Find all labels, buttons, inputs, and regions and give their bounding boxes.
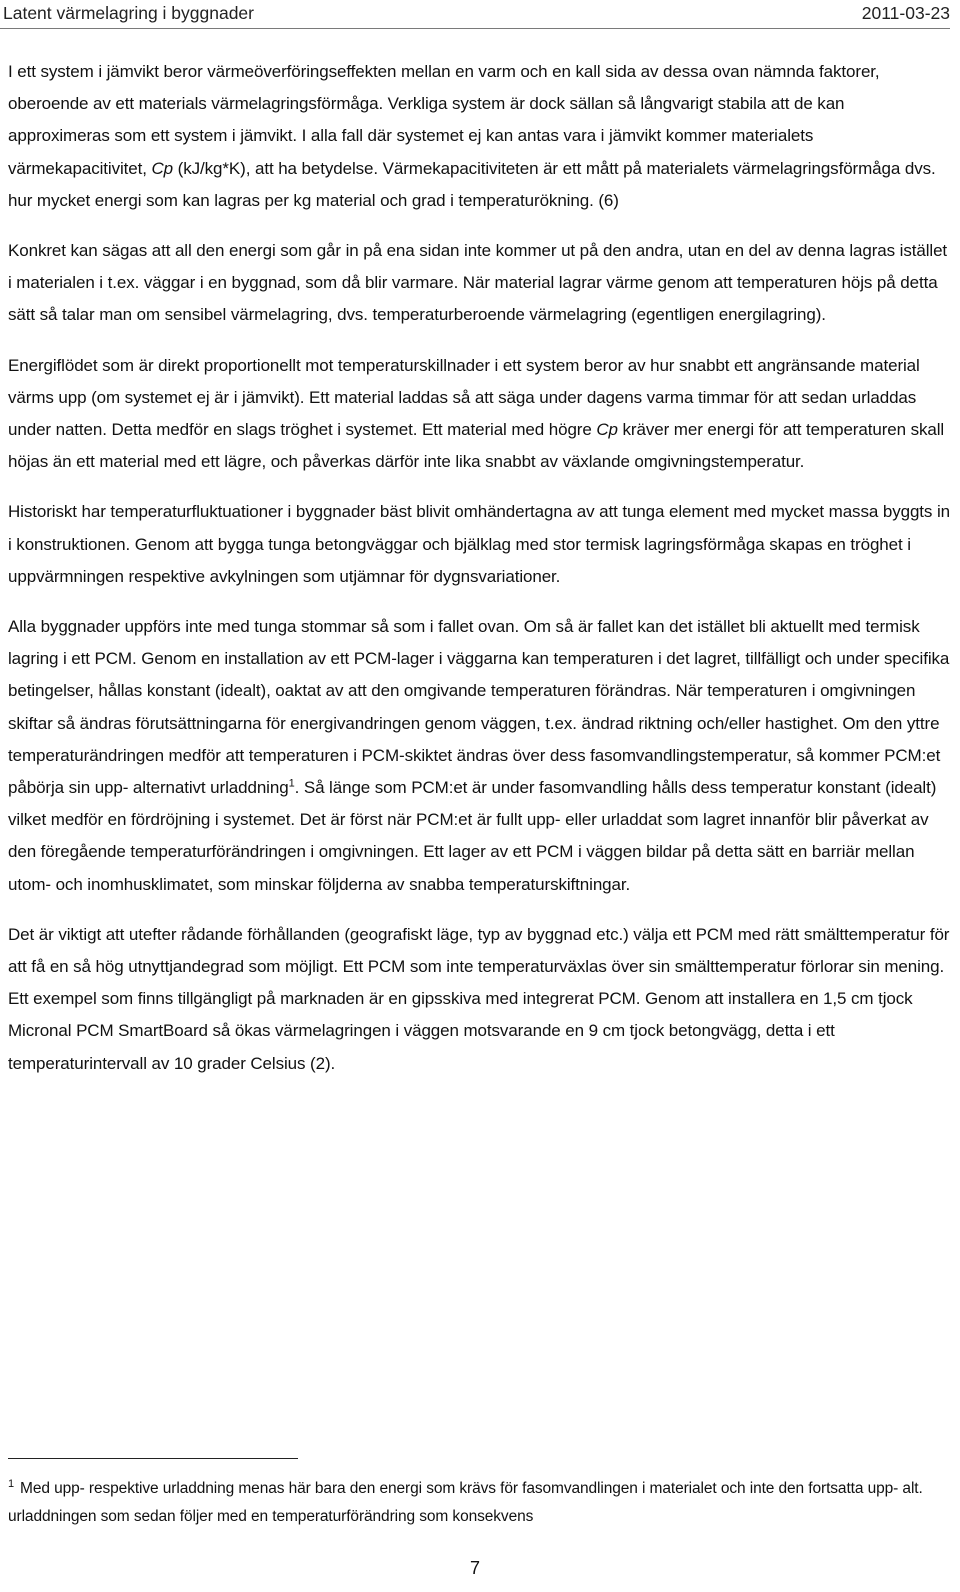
running-header (0, 0, 950, 29)
paragraph-5 (8, 611, 950, 901)
paragraph-3-text-a: Energiflödet som är direkt proportionellt mot temperaturskillnader i ett system beror av hur snabbt ett angränsande material värms upp (om systemet ej är i jämvikt). Ett material laddas så att säga under dagens varma timmar för att sedan urladdas under natten. Detta medför en slags tröghet i systemet. Ett material med högre (8, 355, 920, 440)
paragraph-4: Historiskt har temperaturfluktuationer i byggnader bäst blivit omhändertagna av att tunga element med mycket massa byggts in i konstruktionen. Genom att bygga tunga betongväggar och bjälklag med stor termisk lagringsförmåga skapas en tröghet i uppvärmningen respektive avkylningen som utjämnar för dygnsvariationer. (8, 502, 950, 586)
paragraph-6: Det är viktigt att utefter rådande förhållanden (geografiskt läge, typ av byggnad etc.) välja ett PCM med rätt smälttemperatur för att få en så hög utnyttjandegrad som möjligt. Ett PCM som inte temperaturväxlas över sin smälttemperatur förlorar sin mening. Ett exempel som finns tillgängligt på marknaden är en gipsskiva med integrerat PCM. Genom att installera en 1,5 cm tjock Micronal PCM SmartBoard så ökas värmelagringen i väggen motsvarande en 9 cm tjock betongvägg, detta i ett temperaturintervall av 10 grader Celsius (2). (8, 924, 950, 1073)
paragraph-3-text-b: kräver mer energi för att temperaturen skall höjas än ett material med ett lägre, och påverkas därför inte lika snabbt av växlande omgivningstemperatur. (8, 420, 945, 472)
page-number: 7 (469, 1558, 480, 1578)
paragraph-5-text-b: . Så länge som PCM:et är under fasomvandling hålls dess temperatur konstant (idealt) vilket medför en fördröjning i systemet. Det är först när PCM:et är fullt upp- eller urladdat som lagret innanför blir påverkat av den föregående temperaturförändringen i omgivningen. Ett lager av ett PCM i väggen bildar på detta sätt en barriär mellan utom- och inomhusklimatet, som minskar följderna av snabba temperaturskiftningar. (8, 778, 937, 894)
paragraph-1-text-a: I ett system i jämvikt beror värmeöverföringseffekten mellan en varm och en kall sida av dessa ovan nämnda faktorer, oberoende av ett materials värmelagringsförmåga. Verkliga system är dock sällan så långvarigt stabila att de kan approximeras som ett system i jämvikt. I alla fall där systemet ej kan antas vara i jämvikt kommer materialets värmekapacitivitet, (8, 62, 880, 178)
footnote-reference: 1 (288, 777, 295, 790)
paragraph-3 (8, 350, 950, 479)
cp-symbol: Cp (151, 158, 174, 178)
footnote-number: 1 (8, 1477, 15, 1490)
footnote-text: Med upp- respektive urladdning menas här bara den energi som krävs för fasomvandlingen i materialet och inte den fortsatta upp- alt. urladdningen som sedan följer med en temperaturförändring som konsekvens (8, 1480, 923, 1525)
document-date: 2011-03-23 (861, 3, 950, 23)
body-text (8, 56, 950, 1098)
footnote (8, 1475, 950, 1531)
paragraph-5-text-a: Alla byggnader uppförs inte med tunga stommar så som i fallet ovan. Om så är fallet kan det istället bli aktuellt med termisk lagring i ett PCM. Genom en installation av ett PCM-lager i väggarna kan temperaturen i det lagret, tillfälligt och under specifika betingelser, hållas konstant (idealt), oaktat av att den omgivande temperaturen förändras. När temperaturen i omgivningen skiftar så ändras förutsättningarna för energivandringen genom väggen, t.ex. ändrad riktning och/eller hastighet. Om den yttre temperaturändringen medför att temperaturen i PCM-skiktet ändras över dess fasomvandlingstemperatur, så kommer PCM:et påbörja sin upp- alternativt urladdning (8, 617, 950, 798)
paragraph-1 (8, 56, 950, 217)
cp-symbol: Cp (596, 420, 618, 440)
paragraph-2: Konkret kan sägas att all den energi som går in på ena sidan inte kommer ut på den andra, utan en del av denna lagras istället i materialen i t.ex. väggar i en byggnad, som då blir varmare. När material lagrar värme genom att temperaturen höjs på detta sätt så talar man om sensibel värmelagring, dvs. temperaturberoende värmelagring (egentligen energilagring). (8, 241, 948, 325)
footnote-separator (8, 1458, 298, 1459)
paragraph-1-text-b: (kJ/kg*K), att ha betydelse. Värmekapacitiviteten är ett mått på materialets värmelagringsförmåga dvs. hur mycket energi som kan lagras per kg material och grad i temperaturökning. (6) (8, 158, 936, 210)
document-title: Latent värmelagring i byggnader (3, 3, 254, 23)
